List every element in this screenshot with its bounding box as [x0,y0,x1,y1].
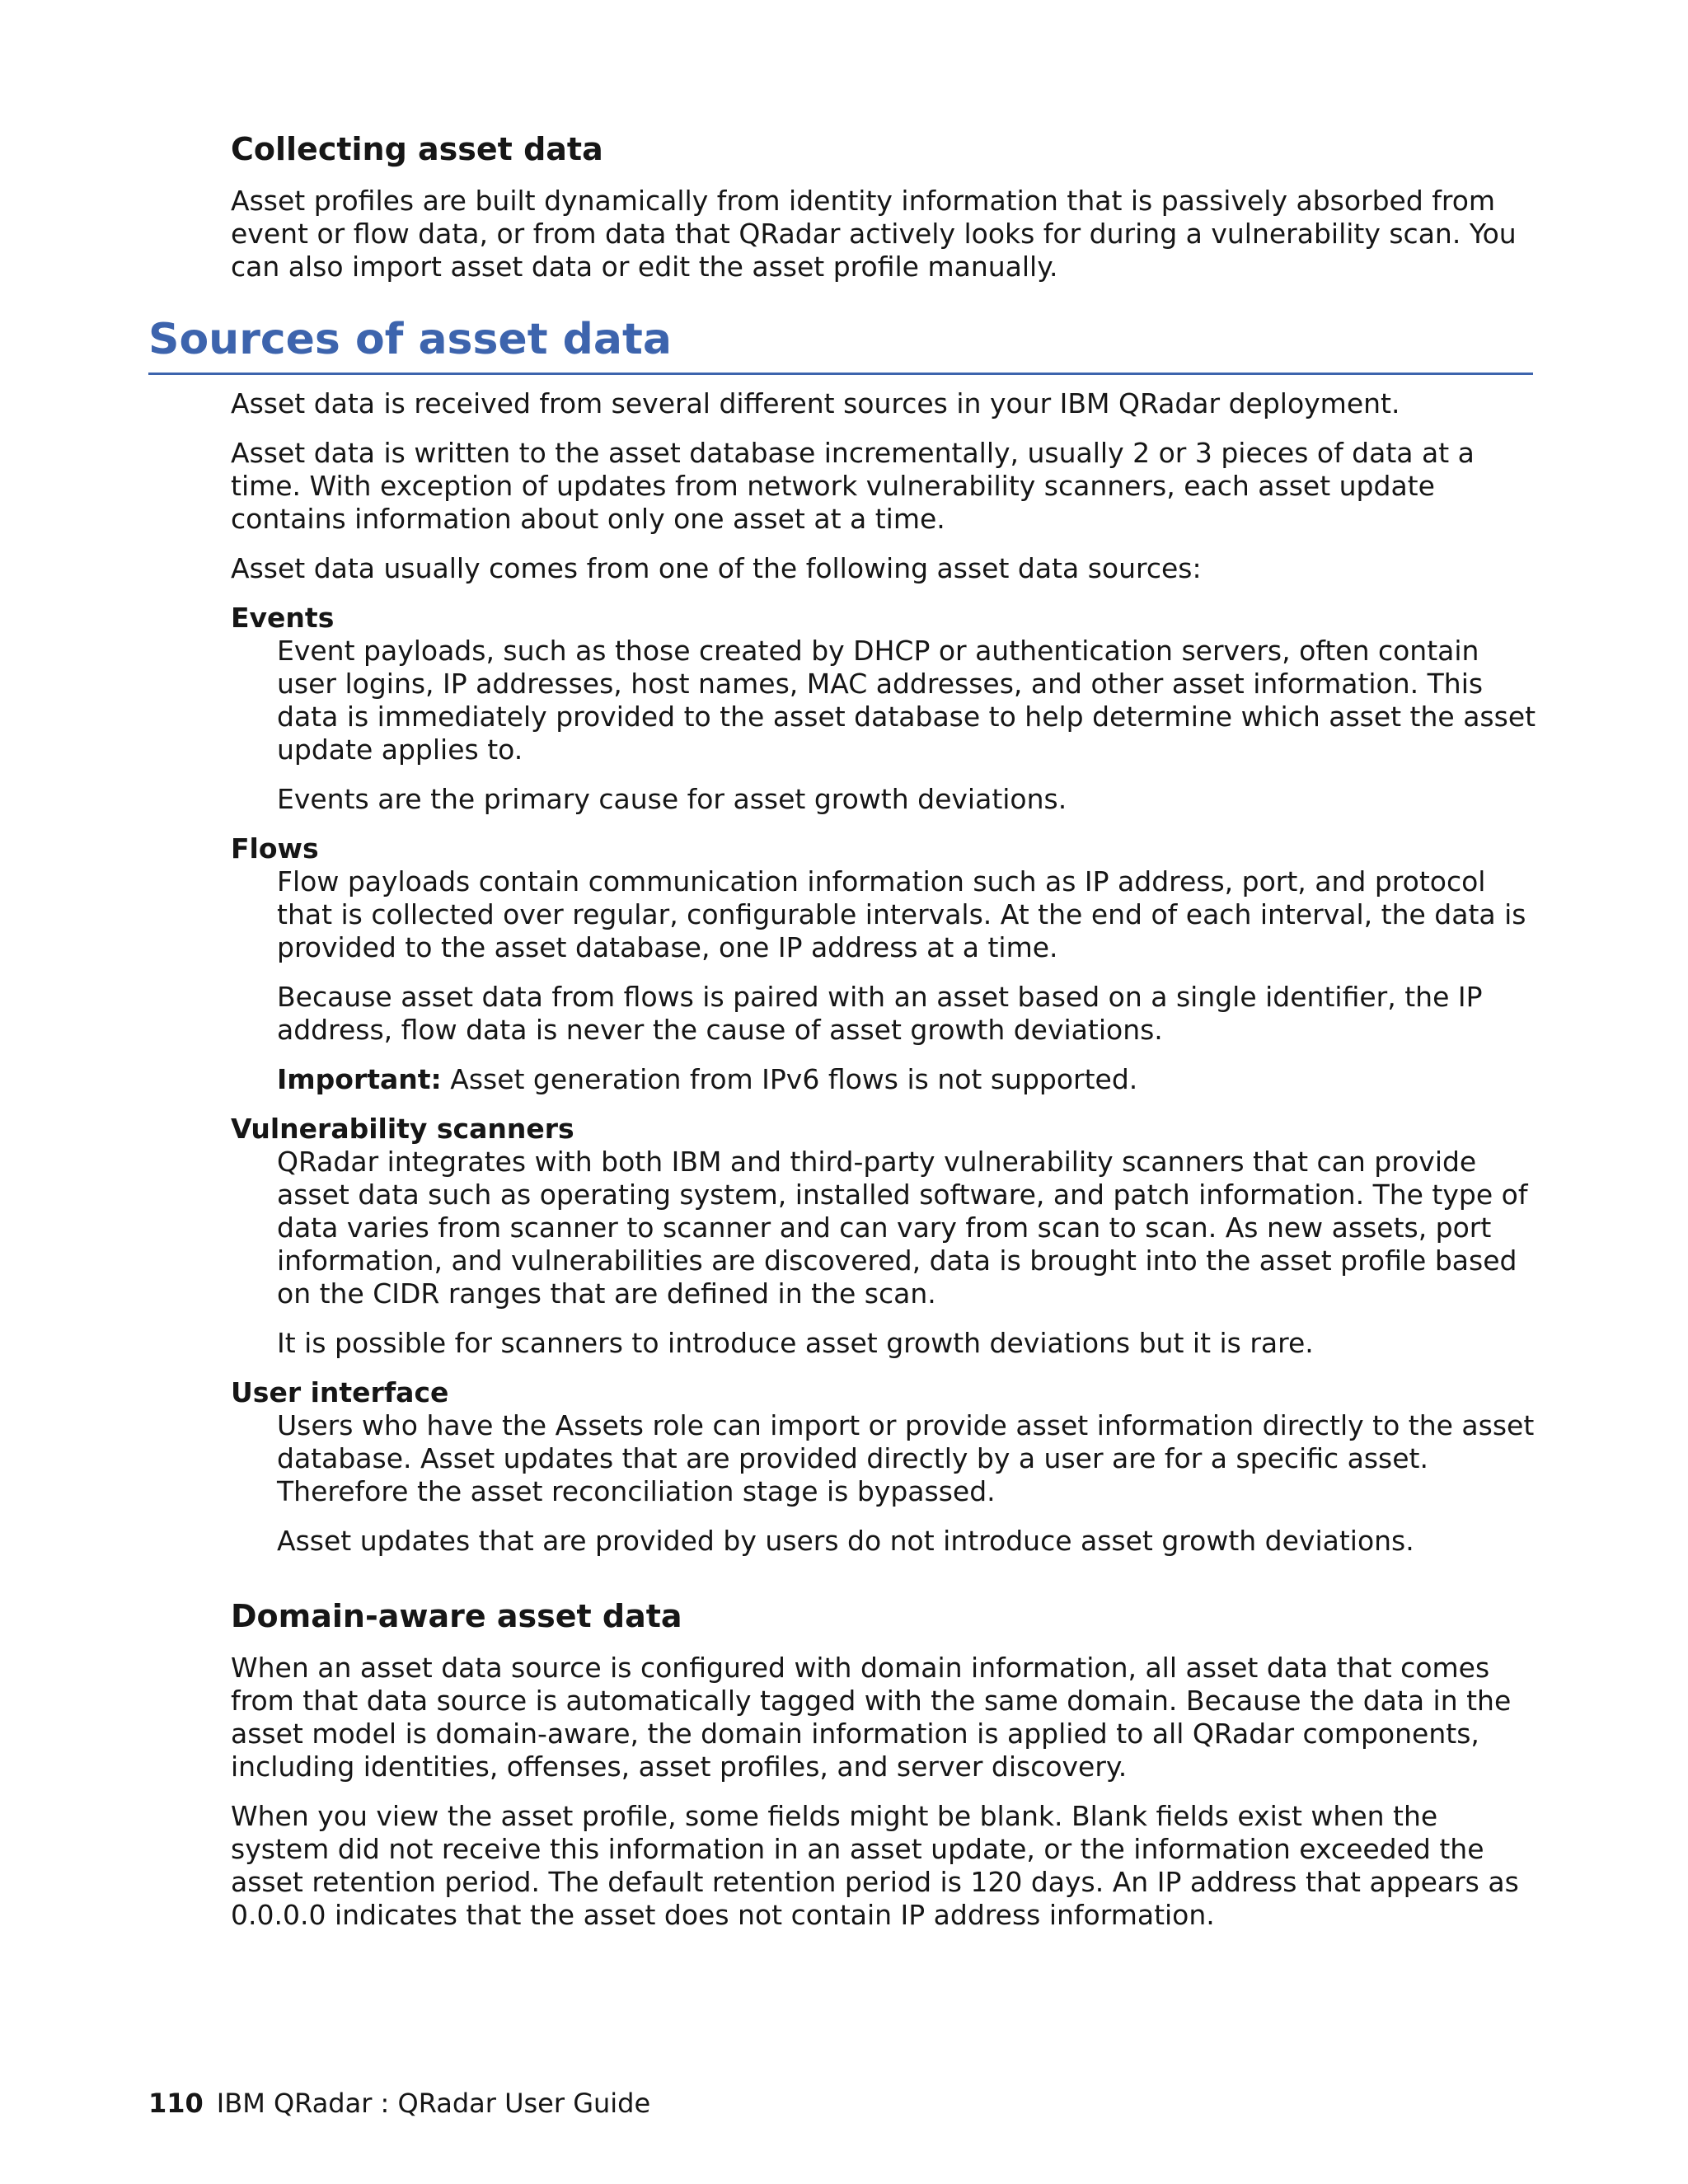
flows-paragraph-1: Flow payloads contain communication information such as IP address, port, and protocol that is collected over regular, configurable intervals. At the end of each interval, the data is provided to the asset database, one IP address at a time. [277,865,1526,963]
ui-paragraph-1: Users who have the Assets role can import or provide asset information directly to the asset database. Asset updates that are provided directly by a user are for a specific asset. Therefore the asset reconciliation stage is bypassed. [277,1409,1535,1507]
scanners-paragraph-1: QRadar integrates with both IBM and third-party vulnerability scanners that can provide asset data such as operating system, installed software, and patch information. The type of data varies from scanner to scanner and can vary from scan to scan. As new assets, port information, and vulnerabilities are discovered, data is brought into the asset profile based on the CIDR ranges that are defined in the scan. [277,1146,1528,1310]
flows-term: Flows [231,832,319,865]
sources-of-asset-data-heading: Sources of asset data [148,315,672,364]
events-paragraph-1: Event payloads, such as those created by DHCP or authentication servers, often contain user logins, IP addresses, host names, MAC addresses, and other asset information. This data is immediately provided to the asset database to help determine which asset the asset update applies to. [277,635,1536,766]
ui-paragraph-2: Asset updates that are provided by users do not introduce asset growth deviations. [277,1525,1414,1557]
vulnerability-scanners-definition [277,1146,1541,1360]
user-interface-definition [277,1409,1541,1558]
page-number: 110 [148,2088,204,2119]
important-note [277,1063,1541,1096]
collecting-asset-data-heading: Collecting asset data [231,131,603,167]
collecting-asset-data-paragraph: Asset profiles are built dynamically from identity information that is passively absorbed from event or flow data, or from data that QRadar actively looks for during a vulnerability scan. You can also import asset data or edit the asset profile manually. [231,185,1517,283]
page-footer [148,2087,650,2120]
user-interface-term: User interface [231,1376,449,1408]
intro-paragraph-1: Asset data is received from several different sources in your IBM QRadar deployment. [231,387,1400,419]
events-paragraph-2: Events are the primary cause for asset growth deviations. [277,783,1067,815]
intro-paragraph-3: Asset data usually comes from one of the following asset data sources: [231,552,1202,584]
domain-aware-asset-data-heading: Domain-aware asset data [231,1598,682,1634]
important-label: Important: [277,1063,442,1095]
document-title: IBM QRadar : QRadar User Guide [216,2088,651,2119]
flows-paragraph-2: Because asset data from flows is paired with an asset based on a single identifier, the IP address, flow data is never the cause of asset growth deviations. [277,981,1483,1046]
intro-paragraph-2: Asset data is written to the asset database incrementally, usually 2 or 3 pieces of data at a time. With exception of updates from network vulnerability scanners, each asset update contains information about only one asset at a time. [231,437,1475,535]
heading-divider [148,373,1533,375]
sources-body [231,387,1541,1948]
flows-definition [277,865,1541,1096]
vulnerability-scanners-term: Vulnerability scanners [231,1113,574,1145]
collecting-asset-data-section [231,185,1533,284]
domain-aware-paragraph-1: When an asset data source is configured with domain information, all asset data that comes from that data source is automatically tagged with the same domain. Because the data in the asset model is domain-aware, the domain information is applied to all QRadar components, including identities, offenses, asset profiles, and server discovery. [231,1652,1512,1783]
events-term: Events [231,602,335,634]
scanners-paragraph-2: It is possible for scanners to introduce asset growth deviations but it is rare. [277,1327,1314,1359]
events-definition [277,635,1541,816]
asset-data-sources-list [231,602,1541,1558]
important-text: Asset generation from IPv6 flows is not supported. [441,1063,1138,1095]
domain-aware-paragraph-2: When you view the asset profile, some fields might be blank. Blank fields exist when the system did not receive this information in an asset update, or the information exceeded the asset retention period. The default retention period is 120 days. An IP address that appears as 0.0.0.0 indicates that the asset does not contain IP address information. [231,1800,1519,1931]
